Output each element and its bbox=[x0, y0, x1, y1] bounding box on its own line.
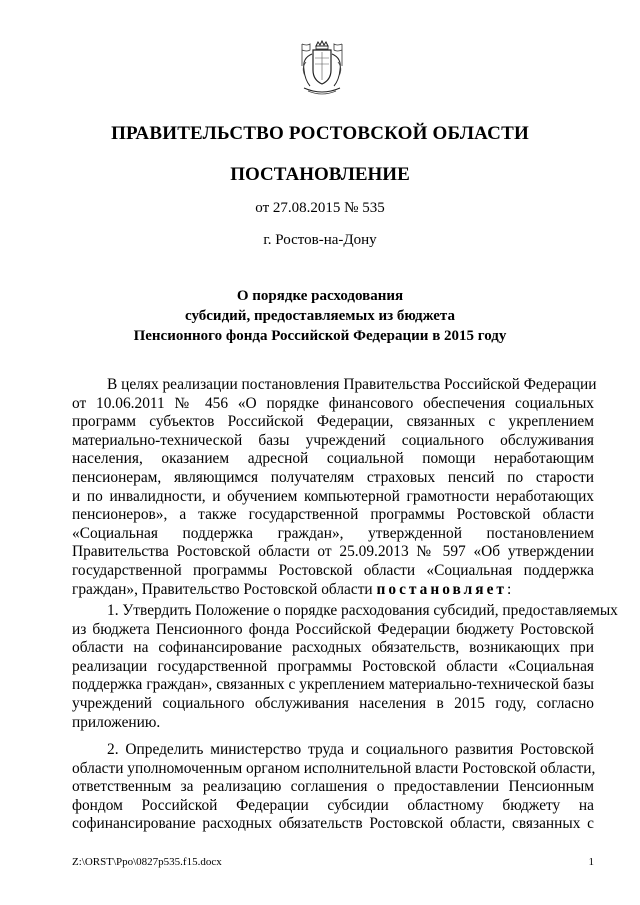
text-line: учреждений социального обслуживания населения в 2015 году, согласно bbox=[72, 694, 594, 712]
subject-line: О порядке расходования bbox=[236, 288, 404, 304]
coat-of-arms-emblem-icon bbox=[296, 40, 348, 98]
subject-line: Пенсионного фонда Российской Федерации в 2015 году bbox=[133, 328, 507, 344]
text-line: из бюджета Пенсионного фонда Российской Федерации бюджету Ростовской bbox=[72, 620, 594, 638]
text-line: поддержка граждан», связанных с укреплением материально-технической базы bbox=[72, 676, 594, 694]
document-city: г. Ростов-на-Дону bbox=[263, 232, 377, 248]
text-line: 2. Определить министерство труда и социального развития Ростовской bbox=[107, 741, 594, 758]
page-number: 1 bbox=[588, 856, 594, 868]
clause-1-paragraph bbox=[72, 602, 618, 732]
text-line: от 10.06.2011 № 456 «О порядке финансового обеспечения социальных bbox=[72, 394, 594, 412]
text-line: софинансирование расходных обязательств Ростовской области, связанных с bbox=[72, 815, 594, 833]
decree-colon: : bbox=[507, 580, 512, 598]
page-footer bbox=[72, 856, 594, 868]
coat-of-arms-graphic bbox=[296, 40, 348, 98]
document-type-title: ПОСТАНОВЛЕНИЕ bbox=[230, 164, 410, 185]
decree-word: постановляет bbox=[376, 580, 507, 598]
text-line: пенсионеров», а также государственной программы Ростовской области bbox=[72, 506, 594, 524]
text-line: реализации государственной программы Ростовской области «Социальная bbox=[72, 657, 594, 675]
text-line: «Социальная поддержка граждан», утвержденной постановлением bbox=[72, 524, 594, 542]
text-line: приложению. bbox=[72, 713, 161, 731]
text-line: и по инвалидности, и обучением компьютерной грамотности неработающих bbox=[72, 487, 594, 505]
text-line: материально-технической базы учреждений социального обслуживания bbox=[72, 431, 594, 449]
clause-2-paragraph bbox=[72, 741, 594, 834]
preamble-paragraph bbox=[72, 376, 597, 599]
text-line: 1. Утвердить Положение о порядке расходования субсидий, предоставляемых bbox=[107, 602, 618, 619]
text-line: государственной программы Ростовской области «Социальная поддержка bbox=[72, 561, 594, 579]
file-path: Z:\ORST\Ppo\0827p535.f15.docx bbox=[72, 856, 222, 868]
text-line: области на софинансирование расходных обязательств, возникающих при bbox=[72, 639, 594, 657]
text-line: пенсионерам, являющимся получателям страховых пенсий по старости bbox=[72, 468, 594, 486]
text-line bbox=[72, 581, 594, 600]
text-line: области уполномоченным органом исполнительной власти Ростовской области, bbox=[72, 759, 596, 777]
document-subject bbox=[0, 286, 640, 346]
decree-lead-text: граждан», Правительство Ростовской области bbox=[72, 580, 377, 598]
subject-line: субсидий, предоставляемых из бюджета bbox=[185, 308, 455, 324]
text-line: населения, оказанием адресной социальной помощи неработающим bbox=[72, 450, 594, 468]
text-line: ответственным за реализацию соглашения о предоставлении Пенсионным bbox=[72, 778, 594, 796]
text-line: программ субъектов Российской Федерации, связанных с укреплением bbox=[72, 413, 594, 431]
government-title: ПРАВИТЕЛЬСТВО РОСТОВСКОЙ ОБЛАСТИ bbox=[111, 123, 529, 144]
text-line: фондом Российской Федерации субсидии областному бюджету на bbox=[72, 796, 594, 814]
text-line: В целях реализации постановления Правительства Российской Федерации bbox=[107, 376, 597, 393]
text-line: Правительства Ростовской области от 25.09.2013 № 597 «Об утверждении bbox=[72, 543, 594, 561]
document-date-number: от 27.08.2015 № 535 bbox=[255, 200, 385, 216]
